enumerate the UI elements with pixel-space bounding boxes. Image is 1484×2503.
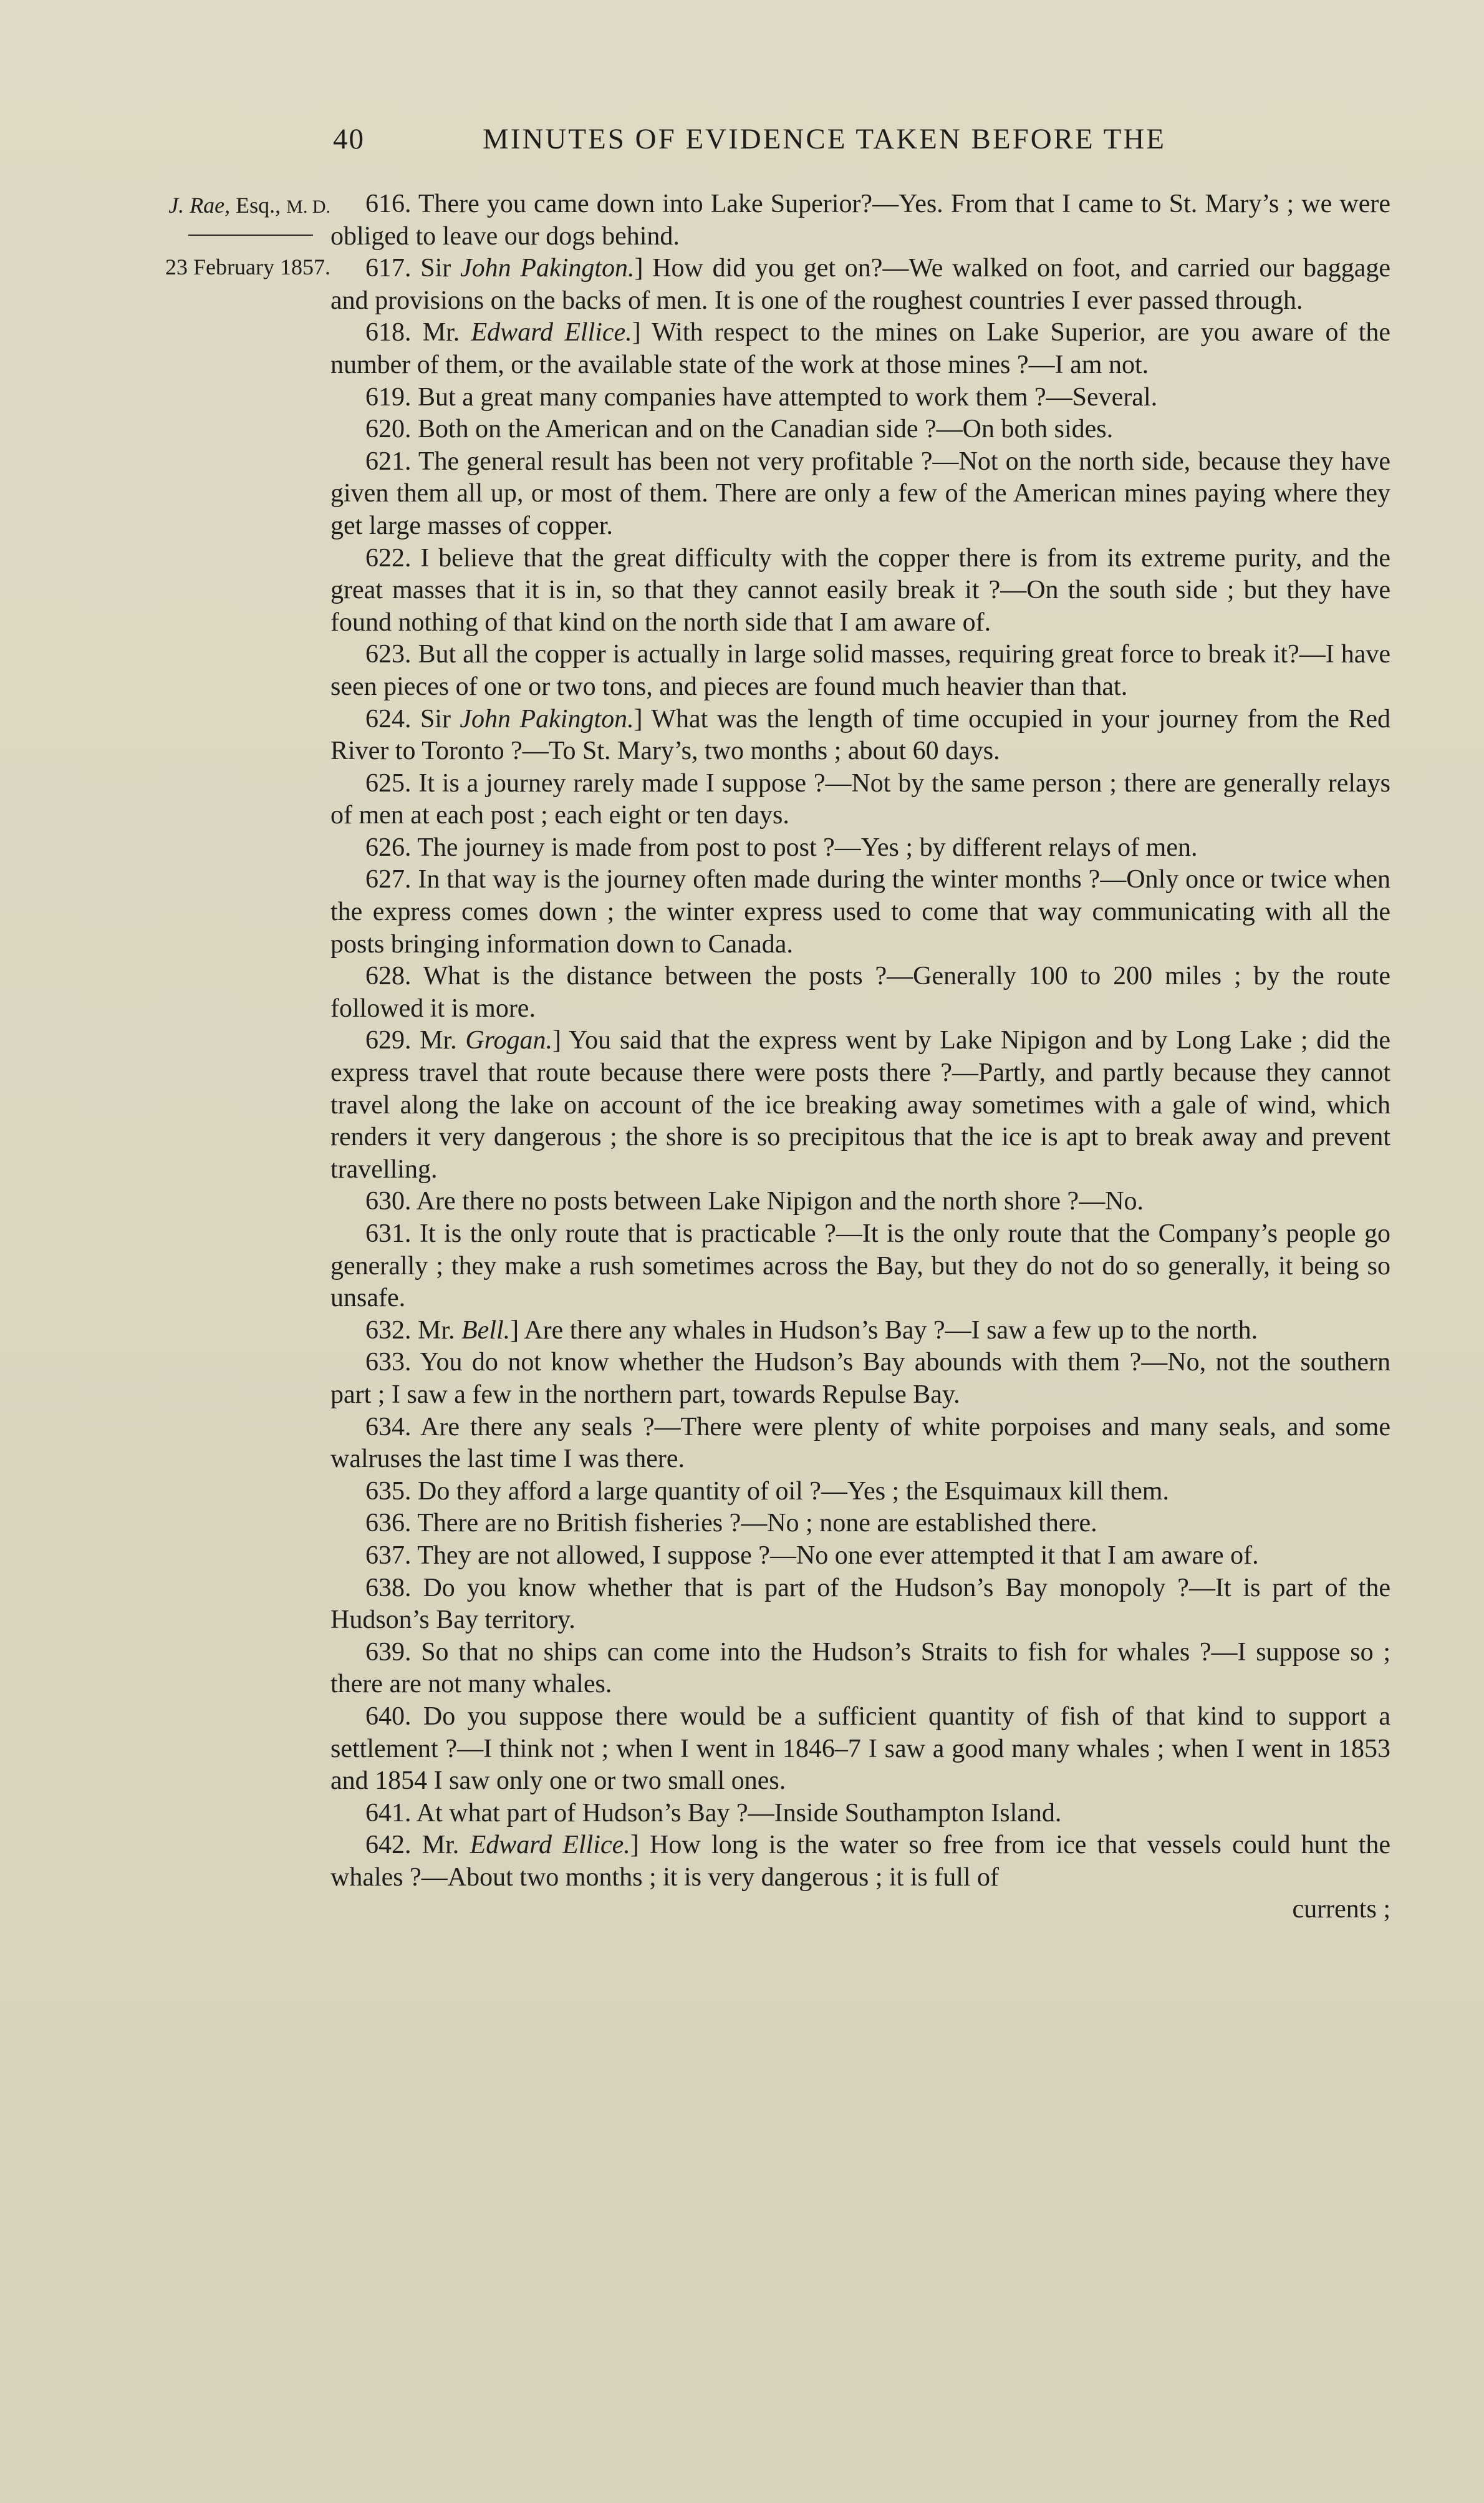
question-text: At what part of Hudson’s Bay ?—Inside Southampton Island.: [411, 1798, 1062, 1828]
question-number: 624.: [365, 704, 412, 733]
question-number: 633.: [365, 1348, 412, 1377]
question-text: You do not know whether the Hudson’s Bay abounds with them ?—No, not the southern part ; I saw a few in the northern part, towards Repulse Bay.: [330, 1348, 1390, 1409]
question-text: ] Are there any whales in Hudson’s Bay ?—I saw a few up to the north.: [510, 1315, 1258, 1345]
question-paragraph: [330, 414, 1390, 446]
question-number: 634.: [365, 1412, 412, 1441]
question-paragraph: [330, 961, 1390, 1025]
question-text: ] You said that the express went by Lake Nipigon and by Long Lake ; did the express travel that route because there were posts there ?—Partly, and partly because they cannot travel along the lake on account of the ice breaking away sometimes with a gale of wind, which renders it very dangerous ; the shore is so precipitous that the ice is apt to break away and prevent travelling.: [330, 1026, 1391, 1184]
question-number: 631.: [365, 1219, 412, 1248]
question-paragraph: [330, 832, 1390, 864]
question-text: Do you suppose there would be a sufficient quantity of fish of that kind to support a settlement ?—I think not ; when I went in 1846–7 I saw a good many whales ; when I went in 1853 and 1854 I saw only one or two small ones.: [330, 1702, 1390, 1796]
question-paragraph: [330, 1829, 1390, 1894]
speaker-name: John Pakington.: [460, 704, 634, 733]
question-paragraph: [330, 1572, 1390, 1637]
question-number: 617.: [365, 254, 412, 283]
speaker-name: Edward Ellice.: [471, 318, 632, 347]
margin-note: [118, 190, 330, 282]
question-text: In that way is the journey often made during the winter months ?—Only once or twice when the express comes down ; the winter express used to come that way communicating with all the posts bringing information down to Canada.: [330, 865, 1390, 959]
evidence-text: [330, 188, 1390, 1926]
question-paragraph: [330, 543, 1390, 639]
question-number: 636.: [365, 1509, 412, 1538]
question-number: 628.: [365, 962, 412, 991]
question-paragraph: [330, 1025, 1390, 1186]
question-paragraph: [330, 1701, 1390, 1798]
question-number: 637.: [365, 1541, 412, 1570]
question-paragraph: [330, 1540, 1390, 1572]
question-text: The general result has been not very profitable ?—Not on the north side, because they have given them all up, or most of them. There are only a few of the American mines paying where they get large masses of copper.: [330, 447, 1390, 540]
page-number: 40: [333, 123, 365, 155]
question-paragraph: [330, 1476, 1390, 1508]
question-number: 618.: [365, 318, 412, 347]
question-text: ] How did you get on?—We walked on foot, and carried our baggage and provisions on the backs of men. It is one of the roughest countries I ever passed through.: [330, 254, 1391, 315]
question-paragraph: [330, 1508, 1390, 1540]
question-paragraph: [330, 317, 1390, 381]
question-text: The journey is made from post to post ?—Yes ; by different relays of men.: [411, 833, 1198, 862]
question-paragraph: [330, 768, 1390, 832]
question-paragraph: [330, 446, 1390, 543]
question-paragraph: [330, 188, 1390, 253]
catchword: currents ;: [1292, 1895, 1390, 1924]
question-text: They are not allowed, I suppose ?—No one ever attempted it that I am aware of.: [411, 1541, 1259, 1570]
margin-divider: [188, 235, 313, 236]
question-number: 642.: [365, 1831, 412, 1860]
question-number: 622.: [365, 543, 412, 573]
question-text: ] How long is the water so free from ice that vessels could hunt the whales ?—About two months ; it is very dangerous ; it is full of: [330, 1831, 1391, 1892]
question-number: 626.: [365, 833, 412, 862]
question-text: It is a journey rarely made I suppose ?—Not by the same person ; there are generally relays of men at each post ; each eight or ten days.: [330, 768, 1390, 830]
question-text: I believe that the great difficulty with the copper there is from its extreme purity, and the great masses that it is in, so that they cannot easily break it ?—On the south side ; but they have found nothing of that kind on the north side that I am aware of.: [330, 543, 1390, 637]
question-paragraph: [330, 253, 1390, 317]
question-paragraph: [330, 1218, 1390, 1315]
question-number: 638.: [365, 1573, 412, 1602]
question-number: 630.: [365, 1187, 412, 1216]
question-number: 625.: [365, 768, 412, 798]
question-text: ] With respect to the mines on Lake Superior, are you aware of the number of them, or the available state of the work at those mines ?—I am not.: [330, 318, 1391, 379]
speaker-title: Mr.: [411, 1315, 462, 1345]
speaker-title: Sir: [411, 254, 460, 283]
question-text: But a great many companies have attempted to work them ?—Several.: [411, 382, 1158, 412]
hearing-date: 23 February 1857.: [165, 254, 330, 279]
question-number: 627.: [365, 865, 412, 894]
question-number: 632.: [365, 1315, 412, 1345]
question-paragraph: [330, 639, 1390, 703]
question-text: But all the copper is actually in large solid masses, requiring great force to break it?—I have seen pieces of one or two tons, and pieces are found much heavier than that.: [330, 640, 1390, 701]
speaker-title: Mr.: [411, 1831, 470, 1860]
question-number: 639.: [365, 1637, 412, 1667]
question-paragraph: [330, 1186, 1390, 1218]
question-paragraph: [330, 1347, 1390, 1411]
speaker-title: Mr.: [411, 1026, 466, 1055]
question-number: 641.: [365, 1798, 412, 1828]
speaker-title: Mr.: [411, 318, 471, 347]
speaker-name: Edward Ellice.: [470, 1831, 630, 1860]
question-text: What is the distance between the posts ?—Generally 100 to 200 miles ; by the route followed it is more.: [330, 962, 1390, 1023]
question-number: 635.: [365, 1476, 412, 1506]
question-text: Do they afford a large quantity of oil ?—Yes ; the Esquimaux kill them.: [411, 1476, 1169, 1506]
running-title: MINUTES OF EVIDENCE TAKEN BEFORE THE: [483, 123, 1167, 155]
question-number: 616.: [365, 190, 412, 218]
question-paragraph: [330, 382, 1390, 414]
question-number: 640.: [365, 1702, 412, 1731]
speaker-name: Grogan.: [465, 1026, 552, 1055]
question-number: 619.: [365, 382, 412, 412]
question-text: Do you know whether that is part of the Hudson’s Bay monopoly ?—It is part of the Hudson’s Bay territory.: [330, 1573, 1390, 1635]
question-text: Are there no posts between Lake Nipigon and the north shore ?—No.: [411, 1187, 1144, 1216]
question-paragraph: [330, 704, 1390, 768]
question-paragraph: [330, 1411, 1390, 1476]
question-text: Are there any seals ?—There were plenty of white porpoises and many seals, and some walruses the last time I was there.: [330, 1412, 1390, 1474]
question-paragraph: [330, 1637, 1390, 1701]
question-text: ] What was the length of time occupied in your journey from the Red River to Toronto ?—To St. Mary’s, two months ; about 60 days.: [330, 704, 1391, 766]
question-number: 629.: [365, 1026, 412, 1055]
question-number: 620.: [365, 415, 412, 444]
question-text: So that no ships can come into the Hudson’s Straits to fish for whales ?—I suppose so ; there are not many whales.: [330, 1637, 1390, 1699]
question-number: 621.: [365, 447, 412, 476]
speaker-title: Sir: [411, 704, 460, 733]
speaker-name: John Pakington.: [460, 254, 635, 283]
question-text: It is the only route that is practicable ?—It is the only route that the Company’s people go generally ; they make a rush sometimes across the Bay, but they do not do so generally, it being so unsafe.: [330, 1219, 1390, 1313]
speaker-name: Bell.: [461, 1315, 511, 1345]
question-number: 623.: [365, 640, 412, 669]
question-text: Both on the American and on the Canadian side ?—On both sides.: [411, 415, 1114, 444]
question-paragraph: [330, 864, 1390, 961]
witness-name: J. Rae, Esq., M. D.: [168, 193, 330, 218]
question-text: There you came down into Lake Superior?—Yes. From that I came to St. Mary’s ; we were obliged to leave our dogs behind.: [330, 190, 1390, 251]
question-paragraph: [330, 1798, 1390, 1830]
question-paragraph: [330, 1315, 1390, 1347]
question-text: There are no British fisheries ?—No ; none are established there.: [411, 1509, 1097, 1538]
